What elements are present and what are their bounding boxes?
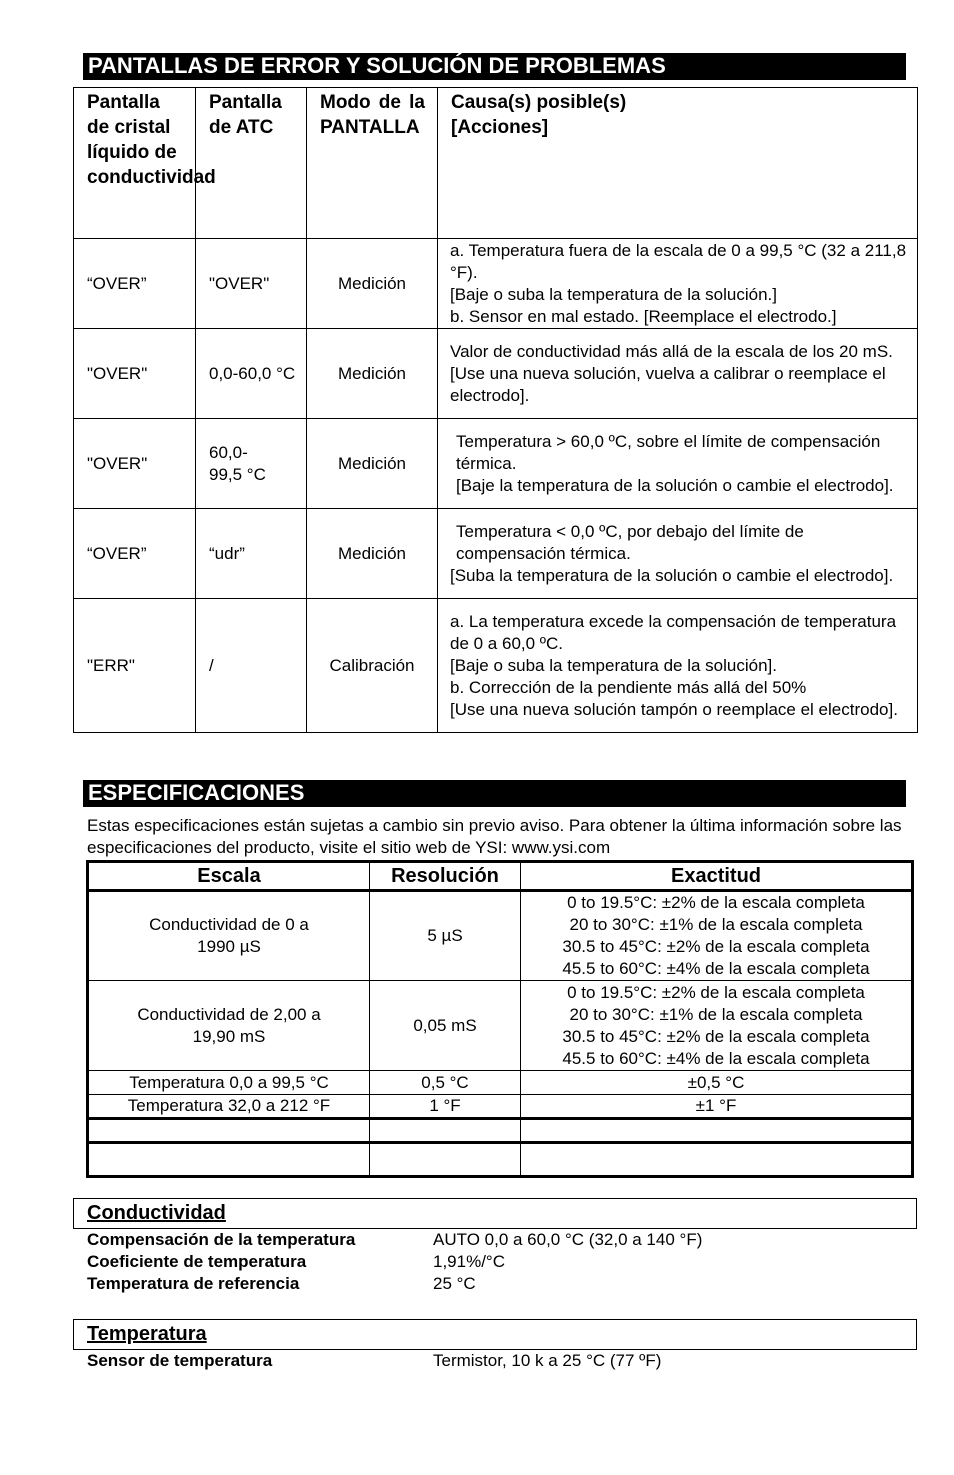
accuracy-line: 45.5 to 60°C: ±4% de la escala completa — [562, 959, 870, 978]
table-row — [88, 891, 913, 981]
range-cell: Conductividad de 2,00 a 19,90 mS — [88, 981, 370, 1071]
header-atc: Pantalla de ATC — [196, 88, 307, 239]
specs-intro: Estas especificaciones están sujetas a cambio sin previo aviso. Para obtener la última información sobre las especificaciones del producto, visite el sitio web de YSI: www.ysi.com — [87, 816, 902, 857]
spec-row — [87, 1229, 702, 1251]
accuracy-line: 0 to 19.5°C: ±2% de la escala completa — [567, 893, 865, 912]
spec-value: 25 °C — [433, 1274, 476, 1293]
accuracy-line: 20 to 30°C: ±1% de la escala completa — [569, 915, 863, 934]
accuracy-line: 30.5 to 45°C: ±2% de la escala completa — [562, 937, 870, 956]
cause-line: [Use una nueva solución tampón o reemplace el electrodo]. — [450, 699, 898, 719]
range-cell: Conductividad de 0 a 1990 µS — [88, 891, 370, 981]
table-row — [74, 599, 918, 733]
accuracy-line: 20 to 30°C: ±1% de la escala completa — [569, 1004, 863, 1024]
atc-cell: "OVER" — [196, 239, 307, 329]
header-accuracy: Exactitud — [521, 862, 913, 891]
table-row — [74, 239, 918, 329]
cause-line: Valor de conductividad más allá de la escala de los 20 mS. — [450, 341, 893, 361]
lcd-cell: "OVER" — [74, 329, 196, 419]
mode-cell: Medición — [307, 329, 438, 419]
resolution-cell: 0,5 °C — [370, 1071, 521, 1095]
error-table-header — [74, 88, 918, 239]
errors-section-title: PANTALLAS DE ERROR Y SOLUCIÓN DE PROBLEMAS — [83, 53, 906, 80]
error-table — [73, 87, 918, 733]
mode-cell: Medición — [307, 239, 438, 329]
spec-value: AUTO 0,0 a 60,0 °C (32,0 a 140 °F) — [433, 1230, 703, 1249]
header-range: Escala — [88, 862, 370, 891]
cause-cell — [438, 509, 918, 599]
temperature-section-header — [73, 1319, 917, 1350]
spec-value: 1,91%/°C — [433, 1252, 506, 1271]
resolution-cell: 1 °F — [370, 1095, 521, 1119]
accuracy-cell — [521, 891, 913, 981]
table-row — [74, 419, 918, 509]
accuracy-line: 0 to 19.5°C: ±2% de la escala completa — [567, 982, 865, 1002]
table-row — [88, 1095, 913, 1119]
cause-cell — [438, 239, 918, 329]
atc-cell: / — [196, 599, 307, 733]
mode-cell: Calibración — [307, 599, 438, 733]
lcd-cell: “OVER” — [74, 509, 196, 599]
cause-line: Temperatura > 60,0 ºC, sobre el límite de compensación térmica. — [456, 431, 881, 473]
cause-cell — [438, 599, 918, 733]
cause-line: b. Corrección de la pendiente más allá del 50% — [450, 677, 807, 697]
cause-line: a. La temperatura excede la compensación de temperatura de 0 a 60,0 ºC. — [450, 611, 897, 653]
table-row — [88, 981, 913, 1071]
accuracy-cell — [521, 981, 913, 1071]
empty-row — [88, 1119, 913, 1143]
accuracy-cell: ±0,5 °C — [521, 1071, 913, 1095]
spec-value: Termistor, 10 k a 25 °C (77 ºF) — [433, 1351, 662, 1370]
header-resolution: Resolución — [370, 862, 521, 891]
table-row — [74, 509, 918, 599]
mode-cell: Medición — [307, 509, 438, 599]
spec-label: Temperatura de referencia — [87, 1274, 300, 1293]
range-cell: Temperatura 32,0 a 212 °F — [88, 1095, 370, 1119]
cause-line: a. Temperatura fuera de la escala de 0 a 99,5 °C (32 a 211,8 °F). — [450, 240, 907, 282]
conductivity-section-header — [73, 1198, 917, 1229]
resolution-cell: 5 µS — [370, 891, 521, 981]
atc-cell: “udr” — [196, 509, 307, 599]
specs-table — [86, 860, 914, 1178]
accuracy-line: 45.5 to 60°C: ±4% de la escala completa — [562, 1048, 870, 1068]
header-cause: Causa(s) posible(s) [Acciones] — [438, 88, 918, 239]
conductivity-title: Conductividad — [87, 1202, 226, 1224]
spec-label: Sensor de temperatura — [87, 1351, 273, 1370]
spec-label: Coeficiente de temperatura — [87, 1252, 307, 1271]
cause-line: [Baje la temperatura de la solución o cambie el electrodo]. — [456, 475, 894, 495]
cause-line: [Suba la temperatura de la solución o cambie el electrodo]. — [450, 565, 894, 585]
lcd-cell: “OVER” — [74, 239, 196, 329]
lcd-cell: "ERR" — [74, 599, 196, 733]
spec-row — [87, 1273, 476, 1295]
cause-line: [Baje o suba la temperatura de la solución]. — [450, 655, 777, 675]
atc-cell: 60,0-99,5 °C — [196, 419, 307, 509]
resolution-cell: 0,05 mS — [370, 981, 521, 1071]
header-mode: Modo de la PANTALLA — [307, 88, 438, 239]
spec-label: Compensación de la temperatura — [87, 1230, 356, 1249]
atc-cell: 0,0-60,0 °C — [196, 329, 307, 419]
cause-cell — [438, 419, 918, 509]
accuracy-cell: ±1 °F — [521, 1095, 913, 1119]
cause-line: b. Sensor en mal estado. [Reemplace el electrodo.] — [450, 306, 837, 326]
mode-cell: Medición — [307, 419, 438, 509]
cause-line: [Baje o suba la temperatura de la solución.] — [450, 284, 777, 304]
accuracy-line: 30.5 to 45°C: ±2% de la escala completa — [562, 1026, 870, 1046]
header-lcd: Pantalla de cristal líquido de conductividad — [74, 88, 196, 239]
specs-section-title: ESPECIFICACIONES — [83, 780, 906, 807]
spec-row — [87, 1251, 505, 1273]
table-row — [88, 1071, 913, 1095]
table-row — [74, 329, 918, 419]
range-cell: Temperatura 0,0 a 99,5 °C — [88, 1071, 370, 1095]
cause-line: [Use una nueva solución, vuelva a calibrar o reemplace el electrodo]. — [450, 363, 886, 405]
lcd-cell: "OVER" — [74, 419, 196, 509]
cause-line: Temperatura < 0,0 ºC, por debajo del límite de compensación térmica. — [456, 521, 804, 563]
spec-row — [87, 1350, 661, 1372]
specs-table-header — [88, 862, 913, 891]
cause-cell — [438, 329, 918, 419]
empty-row — [88, 1143, 913, 1177]
temperature-title: Temperatura — [87, 1323, 207, 1345]
